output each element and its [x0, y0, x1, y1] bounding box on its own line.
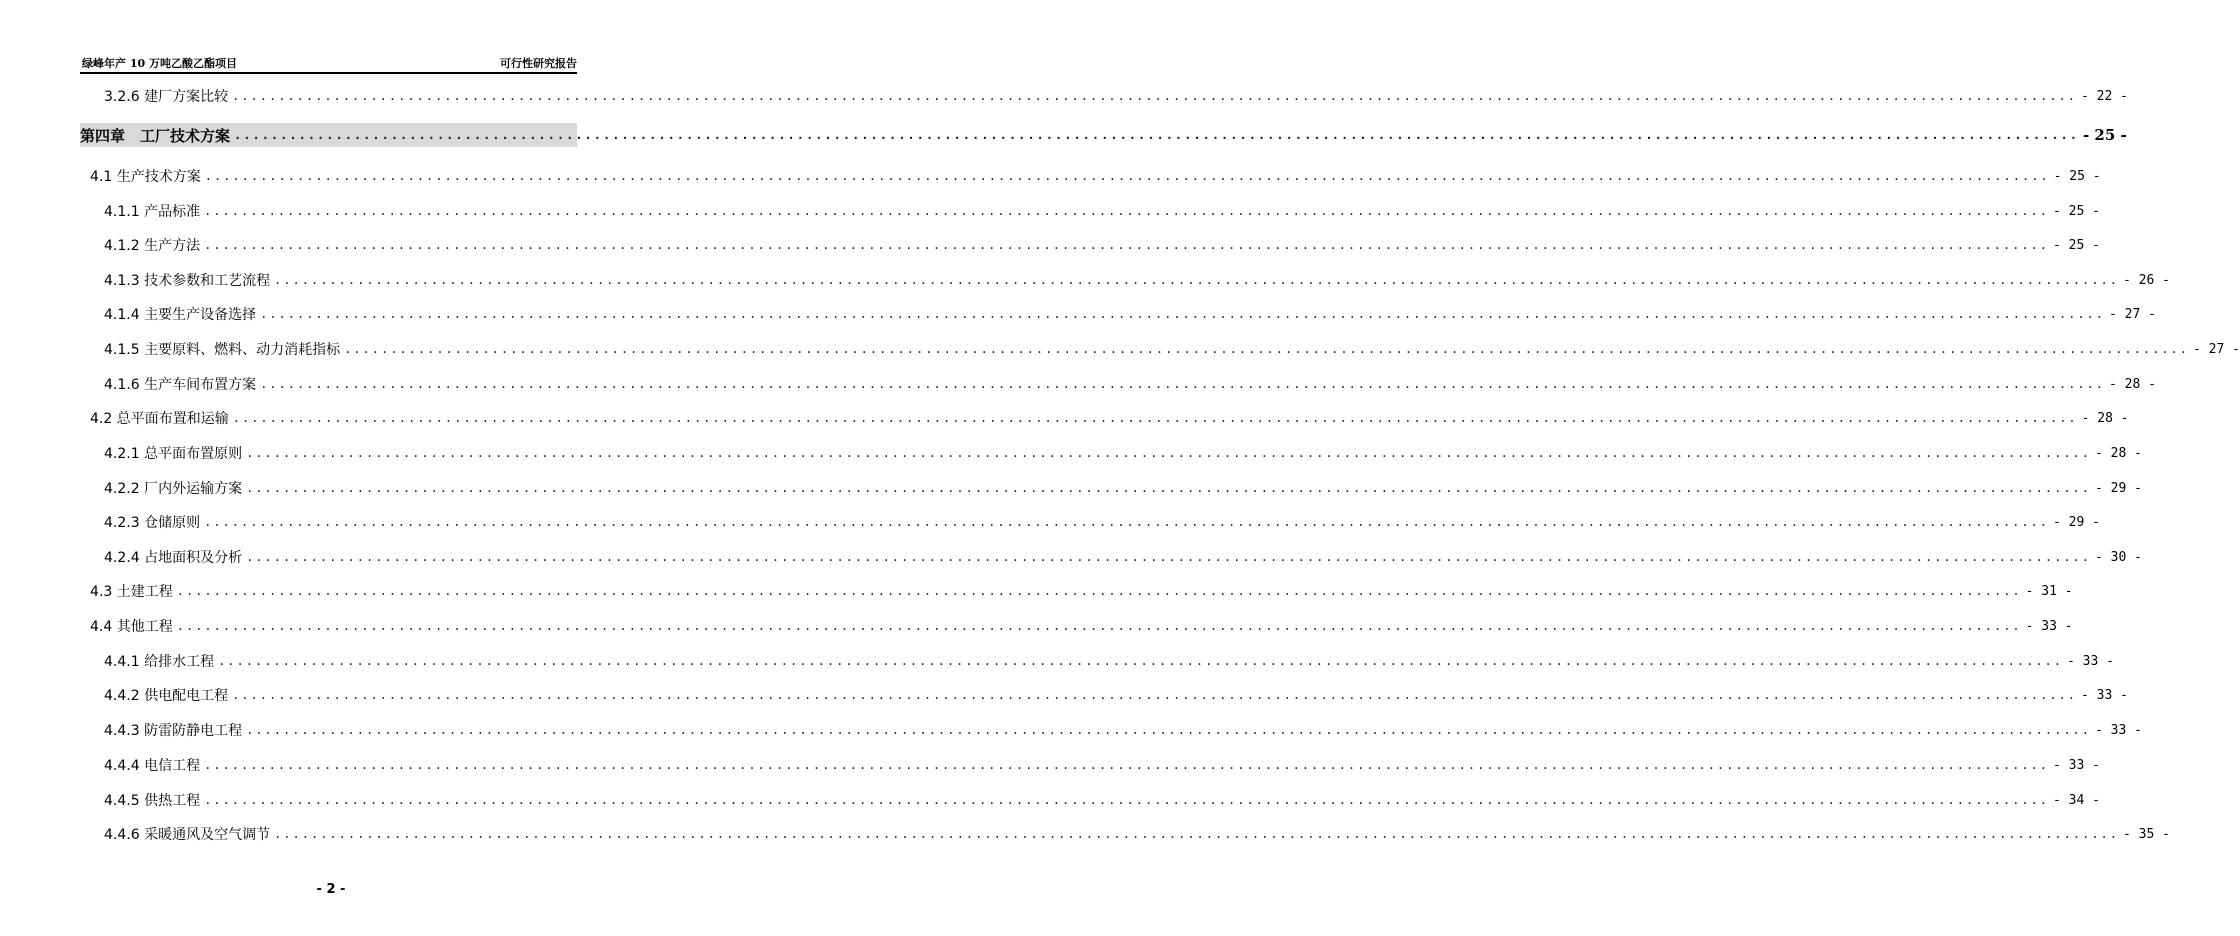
toc-entry-label: 4.4.5 供热工程	[104, 793, 201, 809]
toc-entry-4-2-1[interactable]	[104, 441, 2142, 465]
header-project-title: 绿峰年产 10 万吨乙酸乙酯项目	[82, 57, 237, 70]
toc-entry-label: 4.1.2 生产方法	[104, 238, 201, 254]
toc-entry-label: 4.4.2 供电配电工程	[104, 688, 229, 704]
toc-entry-page: - 28 -	[2095, 445, 2142, 461]
toc-leader-dots: ........................................................................................................................................................................................................	[204, 169, 2050, 183]
toc-entry-page: - 33 -	[2095, 722, 2142, 738]
page-number: - 2 -	[316, 882, 346, 897]
toc-entry-4-4-6[interactable]	[104, 822, 2170, 846]
toc-entry-4-2-3[interactable]	[104, 510, 2100, 534]
toc-entry-page: - 25 -	[2082, 126, 2127, 144]
toc-entry-page: - 26 -	[2123, 272, 2170, 288]
toc-leader-dots: ........................................................................................................................................................................................................	[232, 688, 2077, 702]
toc-entry-page: - 31 -	[2025, 583, 2073, 599]
toc-leader-dots: ........................................................................................................................................................................................................	[260, 307, 2105, 321]
toc-entry-3-2-6[interactable]	[104, 84, 2128, 108]
toc-entry-page: - 34 -	[2053, 792, 2100, 808]
toc-entry-label: 4.2.2 厂内外运输方案	[104, 481, 243, 497]
toc-leader-dots: ........................................................................................................................................................................................................	[246, 723, 2091, 737]
toc-leader-dots: ........................................................................................................................................................................................................	[204, 515, 2049, 529]
toc-entry-label: 第四章 工厂技术方案	[80, 126, 231, 145]
toc-leader-dots: ........................................................................................................................................................................................................	[274, 273, 2119, 287]
toc-entry-4-2[interactable]	[90, 406, 2129, 430]
toc-leader-dots: ........................................................................................................................................................................................................	[246, 550, 2091, 564]
page-header	[80, 52, 577, 74]
toc-entry-page: - 33 -	[2067, 653, 2114, 669]
toc-entry-label: 4.1.6 生产车间布置方案	[104, 377, 257, 393]
toc-entry-4-1-6[interactable]	[104, 372, 2156, 396]
toc-leader-dots: ........................................................................................................................................................................................................	[204, 204, 2049, 218]
toc-entry-4-1-4[interactable]	[104, 302, 2156, 326]
toc-entry-4-4-2[interactable]	[104, 683, 2128, 707]
toc-entry-label: 4.3 土建工程	[90, 584, 173, 600]
toc-entry-page: - 28 -	[2081, 410, 2129, 426]
toc-entry-4-1-5[interactable]	[104, 337, 2240, 361]
toc-entry-label: 3.2.6 建厂方案比较	[104, 89, 229, 105]
toc-entry-4-4-5[interactable]	[104, 788, 2100, 812]
toc-entry-page: - 25 -	[2053, 237, 2100, 253]
toc-leader-dots: ........................................................................................................................................................................................................	[204, 758, 2049, 772]
toc-leader-dots: ........................................................................................................................................................................................................	[176, 584, 2022, 598]
toc-leader-dots: ........................................................................................................................................................................................................	[246, 481, 2091, 495]
toc-entry-label: 4.1.1 产品标准	[104, 204, 201, 220]
toc-entry-label: 4.2.1 总平面布置原则	[104, 446, 243, 462]
header-report-title: 可行性研究报告	[500, 57, 577, 70]
toc-entry-4-4-3[interactable]	[104, 718, 2142, 742]
toc-entry-page: - 29 -	[2053, 514, 2100, 530]
toc-entry-4-4-1[interactable]	[104, 649, 2114, 673]
toc-entry-page: - 27 -	[2109, 306, 2156, 322]
toc-leader-dots: ........................................................................................................................................................................................................	[232, 89, 2077, 103]
toc-entry-label: 4.1.5 主要原料、燃料、动力消耗指标	[104, 342, 341, 358]
toc-entry-page: - 25 -	[2053, 203, 2100, 219]
toc-leader-dots: ........................................................................................................................................................................................................	[260, 377, 2105, 391]
toc-leader-dots: ........................................................................................................................................................................................................	[204, 793, 2049, 807]
toc-entry-label: 4.4.1 给排水工程	[104, 654, 215, 670]
toc-entry-label: 4.2.4 占地面积及分析	[104, 550, 243, 566]
toc-entry-page: - 22 -	[2081, 88, 2128, 104]
toc-leader-dots: ........................................................................................................................................................................................................	[234, 128, 2079, 142]
toc-entry-4-1-1[interactable]	[104, 199, 2100, 223]
toc-entry-label: 4.4.6 采暖通风及空气调节	[104, 827, 271, 843]
toc-entry-label: 4.1.4 主要生产设备选择	[104, 307, 257, 323]
toc-entry-page: - 27 -	[2193, 341, 2240, 357]
toc-entry-4-1-2[interactable]	[104, 233, 2100, 257]
toc-leader-dots: ........................................................................................................................................................................................................	[218, 654, 2063, 668]
toc-entry-label: 4.1 生产技术方案	[90, 169, 201, 185]
toc-entry-4-1-3[interactable]	[104, 268, 2170, 292]
toc-entry-chapter-4[interactable]	[80, 123, 2127, 147]
toc-entry-4-3[interactable]	[90, 579, 2073, 603]
toc-entry-label: 4.4.3 防雷防静电工程	[104, 723, 243, 739]
toc-leader-dots: ........................................................................................................................................................................................................	[344, 342, 2189, 356]
toc-entry-label: 4.2.3 仓储原则	[104, 515, 201, 531]
toc-entry-4-4[interactable]	[90, 614, 2073, 638]
toc-entry-label: 4.4.4 电信工程	[104, 758, 201, 774]
toc-entry-page: - 28 -	[2109, 376, 2156, 392]
toc-entry-label: 4.2 总平面布置和运输	[90, 411, 229, 427]
toc-entry-page: - 25 -	[2053, 168, 2101, 184]
toc-entry-page: - 35 -	[2123, 826, 2170, 842]
toc-entry-label: 4.4 其他工程	[90, 619, 173, 635]
toc-leader-dots: ........................................................................................................................................................................................................	[246, 446, 2091, 460]
toc-leader-dots: ........................................................................................................................................................................................................	[204, 238, 2049, 252]
toc-entry-label: 4.1.3 技术参数和工艺流程	[104, 273, 271, 289]
toc-entry-page: - 29 -	[2095, 480, 2142, 496]
toc-leader-dots: ........................................................................................................................................................................................................	[176, 619, 2022, 633]
toc-entry-page: - 33 -	[2053, 757, 2100, 773]
toc-entry-4-2-2[interactable]	[104, 476, 2142, 500]
toc-entry-4-2-4[interactable]	[104, 545, 2142, 569]
toc-entry-4-1[interactable]	[90, 164, 2101, 188]
toc-leader-dots: ........................................................................................................................................................................................................	[232, 411, 2078, 425]
toc-leader-dots: ........................................................................................................................................................................................................	[274, 827, 2119, 841]
toc-entry-4-4-4[interactable]	[104, 753, 2100, 777]
toc-entry-page: - 33 -	[2081, 687, 2128, 703]
toc-entry-page: - 30 -	[2095, 549, 2142, 565]
toc-entry-page: - 33 -	[2025, 618, 2073, 634]
